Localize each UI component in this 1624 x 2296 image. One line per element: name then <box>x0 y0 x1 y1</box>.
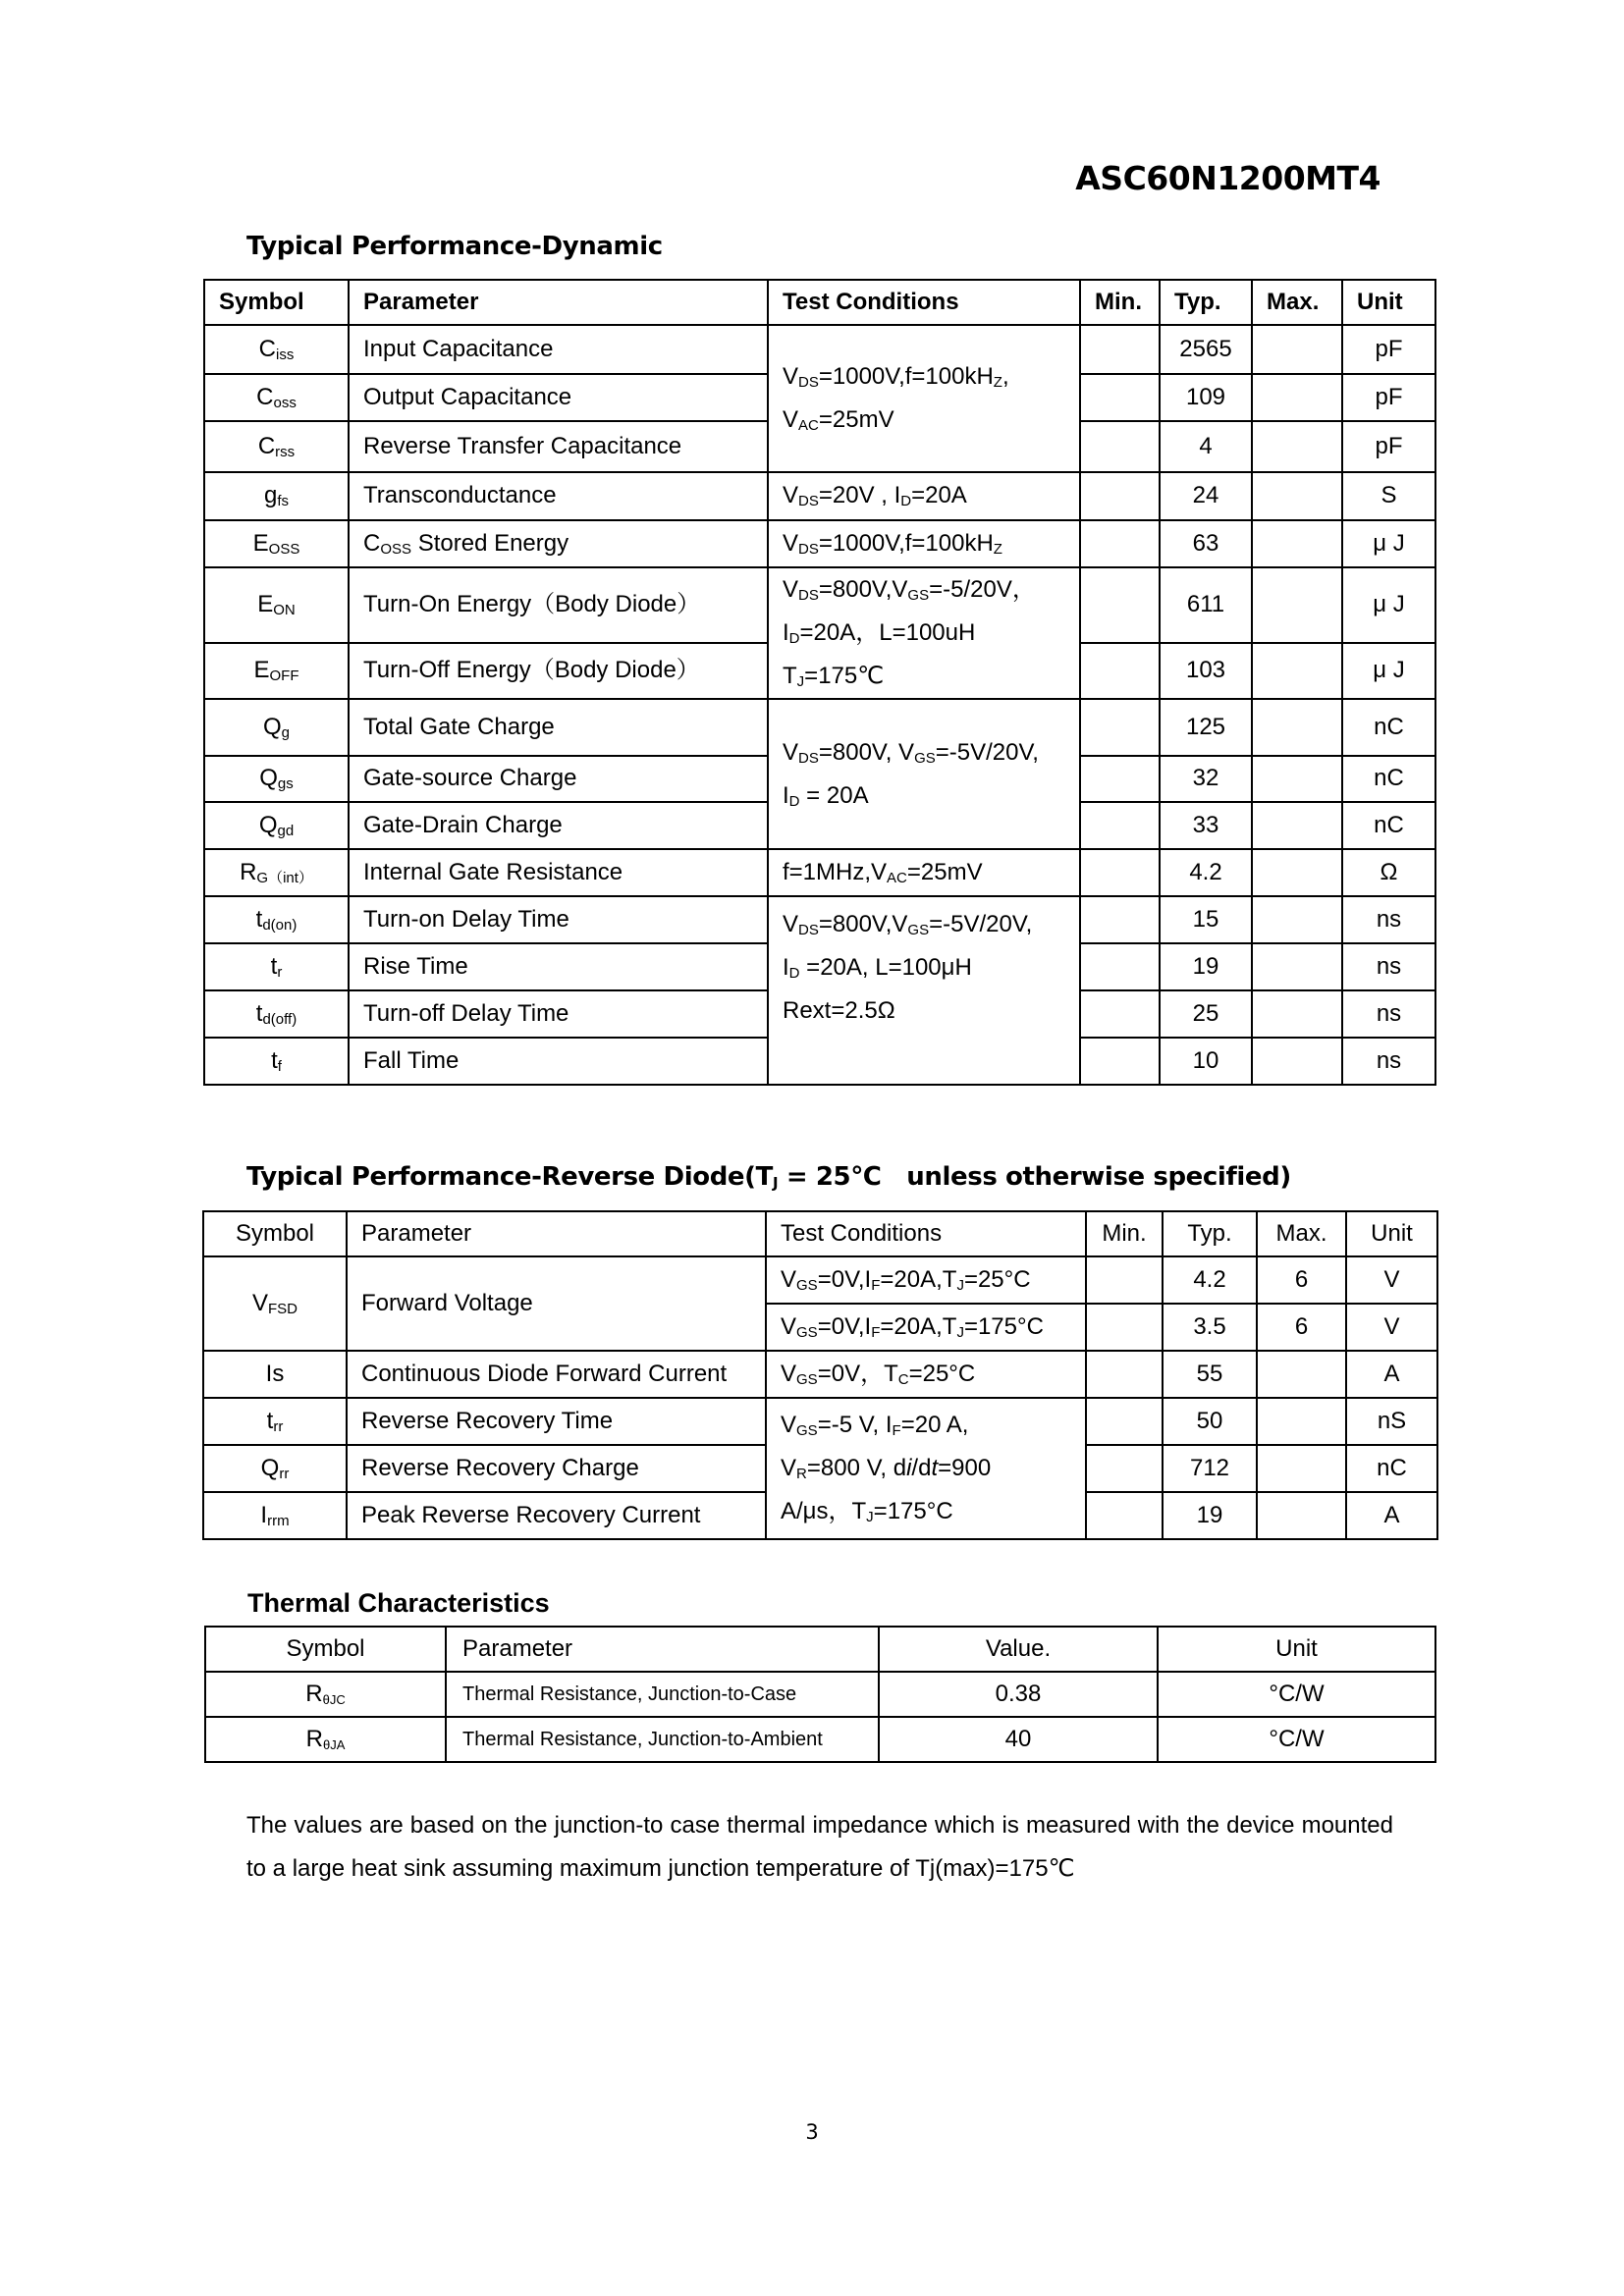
table-row <box>204 520 1435 567</box>
parameter-cell: Thermal Resistance, Junction-to-Ambient <box>446 1717 879 1762</box>
table-row <box>203 1256 1437 1304</box>
typ-cell: 50 <box>1163 1398 1257 1445</box>
symbol-cell: Ciss <box>204 325 349 374</box>
symbol-cell: EON <box>204 567 349 643</box>
min-cell <box>1080 1038 1160 1085</box>
conditions-cell: f=1MHz,VAC=25mV <box>768 849 1080 896</box>
max-cell <box>1252 756 1342 802</box>
max-cell <box>1252 802 1342 849</box>
conditions-cell: VGS=0V,IF=20A,TJ=25°C <box>766 1256 1086 1304</box>
parameter-cell: Turn-Off Energy（Body Diode） <box>349 643 768 699</box>
min-cell <box>1086 1398 1163 1445</box>
min-cell <box>1080 943 1160 990</box>
page-number: 3 <box>805 2120 819 2144</box>
typ-cell: 33 <box>1160 802 1252 849</box>
min-cell <box>1080 802 1160 849</box>
min-cell <box>1080 643 1160 699</box>
typ-cell: 24 <box>1160 472 1252 520</box>
typ-cell: 125 <box>1160 699 1252 756</box>
min-cell <box>1080 520 1160 567</box>
max-cell <box>1252 520 1342 567</box>
unit-cell: nC <box>1342 802 1435 849</box>
parameter-cell: Reverse Recovery Charge <box>347 1445 766 1492</box>
typ-cell: 15 <box>1160 896 1252 943</box>
typ-cell: 10 <box>1160 1038 1252 1085</box>
max-cell <box>1252 472 1342 520</box>
header-symbol: Symbol <box>203 1211 347 1256</box>
symbol-cell: VFSD <box>203 1256 347 1351</box>
parameter-cell: Transconductance <box>349 472 768 520</box>
parameter-cell: Input Capacitance <box>349 325 768 374</box>
min-cell <box>1086 1304 1163 1351</box>
min-cell <box>1086 1256 1163 1304</box>
typ-cell: 32 <box>1160 756 1252 802</box>
min-cell <box>1080 472 1160 520</box>
header-min: Min. <box>1086 1211 1163 1256</box>
symbol-cell: EOFF <box>204 643 349 699</box>
parameter-cell: Internal Gate Resistance <box>349 849 768 896</box>
table-header-row <box>205 1627 1435 1672</box>
symbol-cell: Coss <box>204 374 349 421</box>
footnote: The values are based on the junction-to case thermal impedance which is measured with the device mounted to a large heat sink assuming maximum junction temperature of Tj(max)=175℃ <box>246 1812 1393 1882</box>
symbol-cell: tr <box>204 943 349 990</box>
typ-cell: 55 <box>1163 1351 1257 1398</box>
parameter-cell: Fall Time <box>349 1038 768 1085</box>
table-row <box>204 567 1435 643</box>
typ-cell: 4.2 <box>1163 1256 1257 1304</box>
typ-cell: 63 <box>1160 520 1252 567</box>
max-cell: 6 <box>1257 1304 1346 1351</box>
conditions-cell: VDS=800V,VGS=-5V/20V, ID =20A, L=100μH Rext=2.5Ω <box>768 896 1080 1085</box>
conditions-cell: VDS=1000V,f=100kHZ <box>768 520 1080 567</box>
value-cell: 0.38 <box>879 1672 1158 1717</box>
conditions-cell: VGS=0V,IF=20A,TJ=175°C <box>766 1304 1086 1351</box>
max-cell <box>1252 643 1342 699</box>
symbol-cell: tf <box>204 1038 349 1085</box>
table-header-row <box>203 1211 1437 1256</box>
max-cell <box>1257 1445 1346 1492</box>
unit-cell: μ J <box>1342 520 1435 567</box>
symbol-cell: RθJC <box>205 1672 446 1717</box>
min-cell <box>1080 421 1160 472</box>
max-cell <box>1252 374 1342 421</box>
unit-cell: ns <box>1342 896 1435 943</box>
max-cell <box>1252 990 1342 1038</box>
conditions-cell: VDS=800V,VGS=-5/20V， ID=20A，L=100uH TJ=175℃ <box>768 567 1080 699</box>
table-row <box>205 1717 1435 1762</box>
max-cell <box>1252 943 1342 990</box>
unit-cell: ns <box>1342 943 1435 990</box>
unit-cell: V <box>1346 1304 1437 1351</box>
table-row <box>204 699 1435 756</box>
symbol-cell: Qgs <box>204 756 349 802</box>
unit-cell: °C/W <box>1158 1672 1435 1717</box>
max-cell <box>1257 1351 1346 1398</box>
parameter-cell: Gate-source Charge <box>349 756 768 802</box>
typ-cell: 25 <box>1160 990 1252 1038</box>
header-min: Min. <box>1080 280 1160 325</box>
symbol-cell: gfs <box>204 472 349 520</box>
max-cell <box>1252 699 1342 756</box>
conditions-cell: VDS=20V , ID=20A <box>768 472 1080 520</box>
unit-cell: μ J <box>1342 567 1435 643</box>
min-cell <box>1086 1351 1163 1398</box>
header-parameter: Parameter <box>349 280 768 325</box>
max-cell <box>1252 849 1342 896</box>
parameter-cell: Total Gate Charge <box>349 699 768 756</box>
parameter-cell: COSS Stored Energy <box>349 520 768 567</box>
unit-cell: pF <box>1342 374 1435 421</box>
parameter-cell: Continuous Diode Forward Current <box>347 1351 766 1398</box>
max-cell <box>1252 325 1342 374</box>
unit-cell: nS <box>1346 1398 1437 1445</box>
symbol-cell: trr <box>203 1398 347 1445</box>
symbol-cell: RθJA <box>205 1717 446 1762</box>
unit-cell: V <box>1346 1256 1437 1304</box>
min-cell <box>1080 756 1160 802</box>
typ-cell: 712 <box>1163 1445 1257 1492</box>
typ-cell: 2565 <box>1160 325 1252 374</box>
unit-cell: μ J <box>1342 643 1435 699</box>
conditions-cell: VGS=0V，TC=25°C <box>766 1351 1086 1398</box>
symbol-cell: Qrr <box>203 1445 347 1492</box>
typ-cell: 611 <box>1160 567 1252 643</box>
parameter-cell: Rise Time <box>349 943 768 990</box>
symbol-cell: EOSS <box>204 520 349 567</box>
unit-cell: ns <box>1342 1038 1435 1085</box>
diode-table <box>202 1210 1438 1540</box>
parameter-cell: Turn-on Delay Time <box>349 896 768 943</box>
header-parameter: Parameter <box>446 1627 879 1672</box>
unit-cell: nC <box>1346 1445 1437 1492</box>
unit-cell: A <box>1346 1351 1437 1398</box>
min-cell <box>1080 896 1160 943</box>
unit-cell: A <box>1346 1492 1437 1539</box>
table-row <box>204 325 1435 374</box>
symbol-cell: Irrm <box>203 1492 347 1539</box>
symbol-cell: RG（int） <box>204 849 349 896</box>
dynamic-table <box>203 279 1436 1086</box>
header-value: Value. <box>879 1627 1158 1672</box>
typ-cell: 103 <box>1160 643 1252 699</box>
table-row <box>204 849 1435 896</box>
header-max: Max. <box>1252 280 1342 325</box>
header-symbol: Symbol <box>204 280 349 325</box>
thermal-table <box>204 1626 1436 1763</box>
parameter-cell: Peak Reverse Recovery Current <box>347 1492 766 1539</box>
parameter-cell: Turn-On Energy（Body Diode） <box>349 567 768 643</box>
max-cell <box>1252 567 1342 643</box>
table-row <box>203 1398 1437 1445</box>
min-cell <box>1080 325 1160 374</box>
unit-cell: nC <box>1342 699 1435 756</box>
conditions-cell: VDS=800V, VGS=-5V/20V, ID = 20A <box>768 699 1080 849</box>
dynamic-section-title: Typical Performance-Dynamic <box>246 232 663 261</box>
diode-section-title: Typical Performance-Reverse Diode(TJ = 25℃ unless otherwise specified) <box>246 1162 1291 1192</box>
symbol-cell: Is <box>203 1351 347 1398</box>
min-cell <box>1080 849 1160 896</box>
header-typ: Typ. <box>1160 280 1252 325</box>
unit-cell: °C/W <box>1158 1717 1435 1762</box>
header-test-conditions: Test Conditions <box>768 280 1080 325</box>
parameter-cell: Forward Voltage <box>347 1256 766 1351</box>
parameter-cell: Turn-off Delay Time <box>349 990 768 1038</box>
header-unit: Unit <box>1346 1211 1437 1256</box>
table-row <box>204 472 1435 520</box>
table-header-row <box>204 280 1435 325</box>
max-cell: 6 <box>1257 1256 1346 1304</box>
part-number: ASC60N1200MT4 <box>1075 159 1380 197</box>
symbol-cell: td(off) <box>204 990 349 1038</box>
value-cell: 40 <box>879 1717 1158 1762</box>
min-cell <box>1080 699 1160 756</box>
typ-cell: 4.2 <box>1160 849 1252 896</box>
header-max: Max. <box>1257 1211 1346 1256</box>
header-unit: Unit <box>1158 1627 1435 1672</box>
typ-cell: 3.5 <box>1163 1304 1257 1351</box>
parameter-cell: Gate-Drain Charge <box>349 802 768 849</box>
header-parameter: Parameter <box>347 1211 766 1256</box>
unit-cell: nC <box>1342 756 1435 802</box>
symbol-cell: Qgd <box>204 802 349 849</box>
header-test-conditions: Test Conditions <box>766 1211 1086 1256</box>
table-row <box>204 896 1435 943</box>
table-row <box>203 1351 1437 1398</box>
min-cell <box>1080 567 1160 643</box>
unit-cell: S <box>1342 472 1435 520</box>
max-cell <box>1257 1492 1346 1539</box>
max-cell <box>1252 1038 1342 1085</box>
symbol-cell: Qg <box>204 699 349 756</box>
typ-cell: 109 <box>1160 374 1252 421</box>
unit-cell: pF <box>1342 325 1435 374</box>
header-typ: Typ. <box>1163 1211 1257 1256</box>
max-cell <box>1252 896 1342 943</box>
unit-cell: pF <box>1342 421 1435 472</box>
max-cell <box>1257 1398 1346 1445</box>
typ-cell: 19 <box>1163 1492 1257 1539</box>
min-cell <box>1086 1492 1163 1539</box>
header-unit: Unit <box>1342 280 1435 325</box>
unit-cell: ns <box>1342 990 1435 1038</box>
typ-cell: 19 <box>1160 943 1252 990</box>
header-symbol: Symbol <box>205 1627 446 1672</box>
min-cell <box>1086 1445 1163 1492</box>
parameter-cell: Reverse Recovery Time <box>347 1398 766 1445</box>
table-row <box>205 1672 1435 1717</box>
unit-cell: Ω <box>1342 849 1435 896</box>
min-cell <box>1080 374 1160 421</box>
thermal-section-title: Thermal Characteristics <box>247 1588 550 1618</box>
parameter-cell: Reverse Transfer Capacitance <box>349 421 768 472</box>
conditions-cell: VDS=1000V,f=100kHZ, VAC=25mV <box>768 325 1080 472</box>
parameter-cell: Output Capacitance <box>349 374 768 421</box>
conditions-cell: VGS=-5 V, IF=20 A, VR=800 V, di/dt=900 A/μs，TJ=175°C <box>766 1398 1086 1539</box>
parameter-cell: Thermal Resistance, Junction-to-Case <box>446 1672 879 1717</box>
min-cell <box>1080 990 1160 1038</box>
max-cell <box>1252 421 1342 472</box>
typ-cell: 4 <box>1160 421 1252 472</box>
symbol-cell: Crss <box>204 421 349 472</box>
symbol-cell: td(on) <box>204 896 349 943</box>
